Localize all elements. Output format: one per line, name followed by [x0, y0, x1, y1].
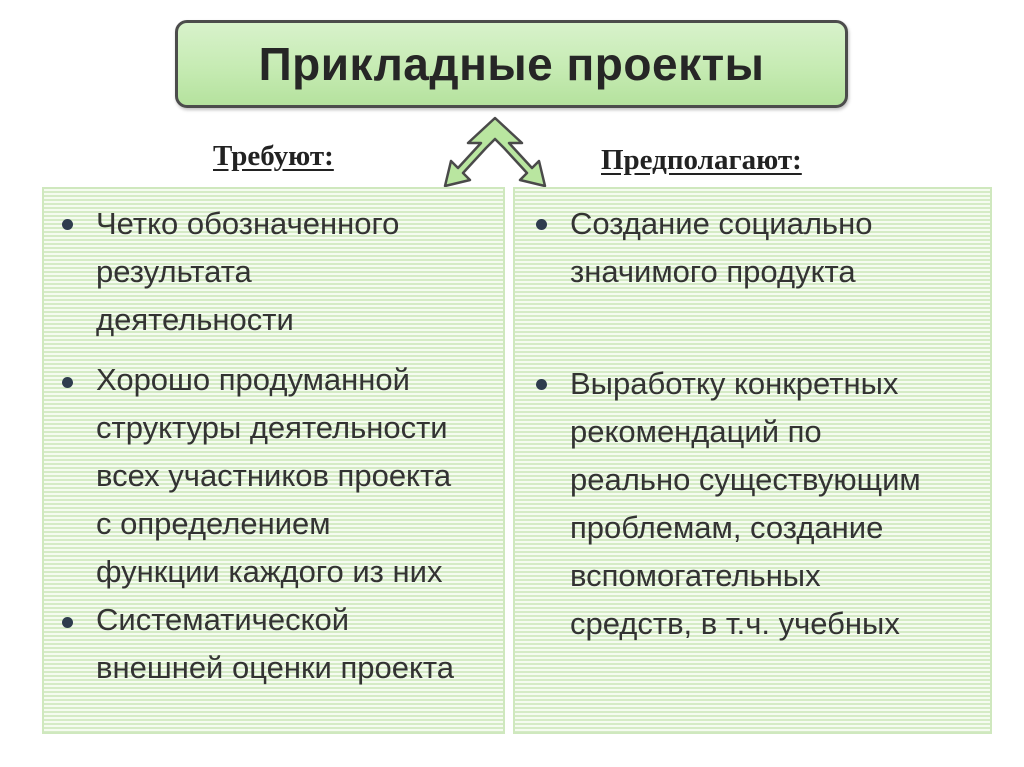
bullet-icon — [536, 219, 547, 230]
list-item: Выработку конкретных рекомендаций по реально существующим проблемам, создание вспомогательных средств, в т.ч. учебных — [570, 366, 921, 641]
right-heading: Предполагают: — [601, 144, 802, 176]
bullet-icon — [62, 617, 73, 628]
list-item: Хорошо продуманной структуры деятельности всех участников проекта с определением функции каждого из них — [96, 362, 452, 589]
list-item: Четко обозначенного результата деятельности — [96, 206, 400, 337]
left-heading: Требуют: — [213, 140, 334, 172]
bullet-icon — [62, 219, 73, 230]
split-arrows-icon — [438, 112, 552, 190]
bullet-icon — [536, 379, 547, 390]
page-title: Прикладные проекты — [258, 38, 765, 90]
right-panel — [513, 187, 992, 734]
list-item: Систематической внешней оценки проекта — [96, 602, 454, 685]
title-box — [175, 20, 848, 108]
left-panel — [42, 187, 505, 734]
bullet-icon — [62, 377, 73, 388]
list-item: Создание социально значимого продукта — [570, 206, 873, 289]
